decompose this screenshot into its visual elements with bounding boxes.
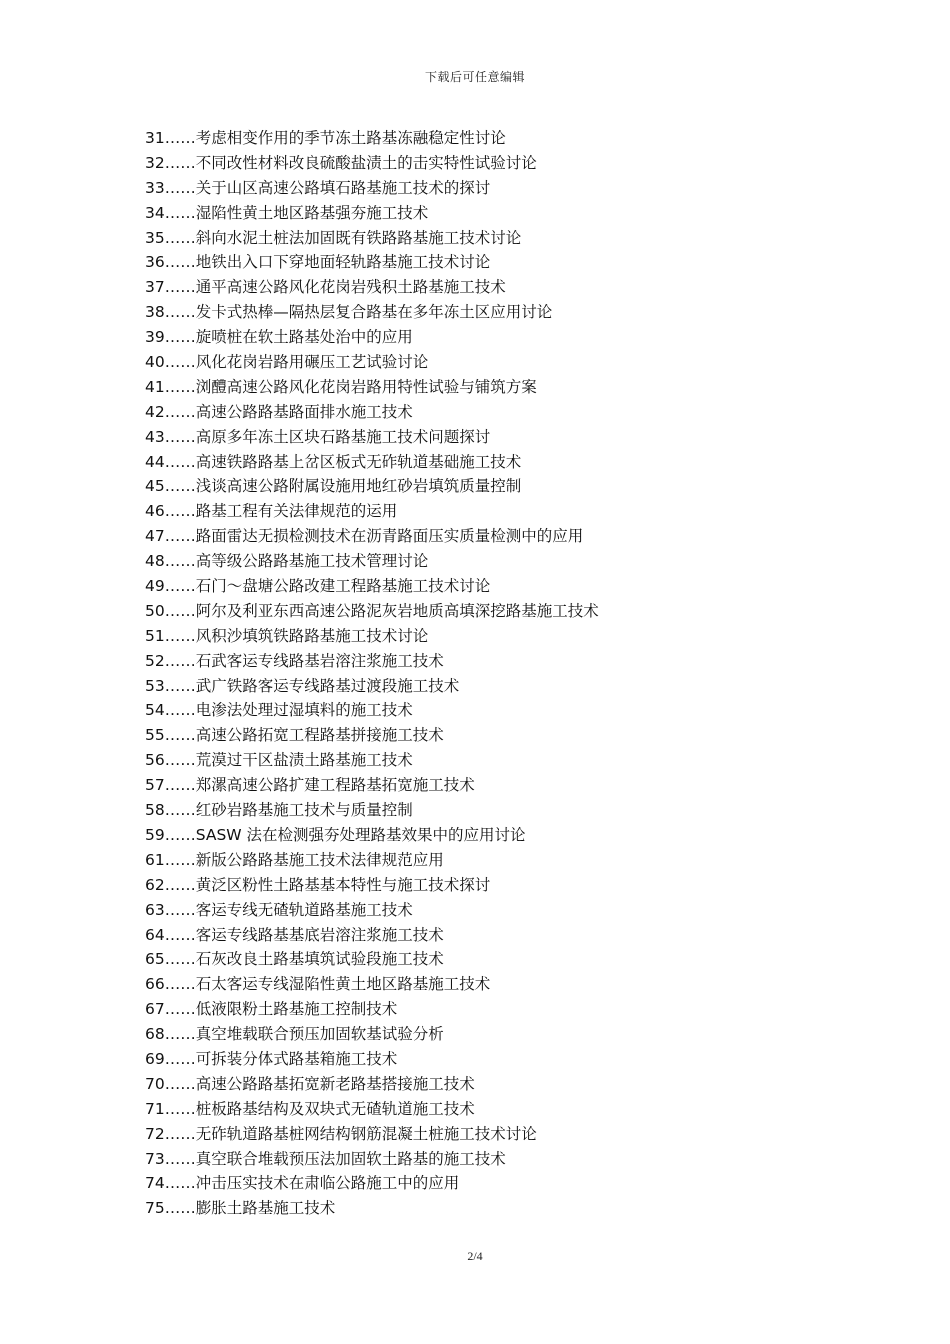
toc-entry [145, 1122, 865, 1147]
toc-entry [145, 848, 865, 873]
toc-entry-title: 风化花岗岩路用碾压工艺试验讨论 [195, 353, 429, 372]
toc-entry [145, 325, 865, 350]
toc-entry [145, 947, 865, 972]
toc-entry [145, 1072, 865, 1097]
toc-entry-title: 高速公路路基路面排水施工技术 [195, 402, 413, 421]
toc-entry-number: 68 [145, 1025, 165, 1044]
toc-entry-leader: …… [164, 900, 196, 919]
toc-entry-number: 46 [145, 502, 165, 521]
toc-entry-title: 路基工程有关法律规范的运用 [195, 502, 398, 521]
toc-entry [145, 1196, 865, 1221]
toc-entry-leader: …… [164, 452, 196, 471]
toc-entry-number: 34 [145, 203, 165, 222]
toc-entry-leader: …… [164, 1049, 196, 1068]
toc-entry-leader: …… [164, 801, 196, 820]
toc-entry-number: 47 [145, 527, 165, 546]
toc-entry [145, 1097, 865, 1122]
toc-entry-title: 高速铁路路基上岔区板式无砟轨道基础施工技术 [195, 452, 522, 471]
toc-entry-title: 石灰改良土路基填筑试验段施工技术 [195, 950, 444, 969]
toc-entry-number: 55 [145, 726, 165, 745]
toc-entry [145, 549, 865, 574]
toc-entry [145, 723, 865, 748]
toc-entry-title: 湿陷性黄土地区路基强夯施工技术 [195, 203, 429, 222]
toc-entry-leader: …… [164, 253, 196, 272]
toc-entry-leader: …… [164, 1124, 196, 1143]
toc-entry [145, 524, 865, 549]
toc-entry-number: 36 [145, 253, 165, 272]
toc-entry-leader: …… [164, 278, 196, 297]
toc-entry-leader: …… [164, 427, 196, 446]
toc-entry [145, 350, 865, 375]
toc-entry-title: 红砂岩路基施工技术与质量控制 [195, 801, 413, 820]
toc-entry-number: 54 [145, 701, 165, 720]
toc-entry-title: 斜向水泥土桩法加固既有铁路路基施工技术讨论 [195, 228, 522, 247]
toc-entry-title: 高原多年冻土区块石路基施工技术问题探讨 [195, 427, 491, 446]
toc-entry-title: 黄泛区粉性土路基基本特性与施工技术探讨 [195, 875, 491, 894]
toc-entry-number: 50 [145, 601, 165, 620]
toc-entry-title: 武广铁路客运专线路基过渡段施工技术 [195, 676, 460, 695]
toc-entry-title: 荒漠过干区盐渍土路基施工技术 [195, 751, 413, 770]
toc-entry-leader: …… [164, 751, 196, 770]
toc-entry-leader: …… [164, 527, 196, 546]
toc-entry [145, 898, 865, 923]
toc-entry [145, 275, 865, 300]
toc-entry-leader: …… [164, 1199, 196, 1218]
toc-entry-number: 58 [145, 801, 165, 820]
toc-entry-leader: …… [164, 925, 196, 944]
toc-entry-title: 浅谈高速公路附属设施用地红砂岩填筑质量控制 [195, 477, 522, 496]
toc-entry-number: 39 [145, 328, 165, 347]
toc-entry-number: 66 [145, 975, 165, 994]
toc-entry-title: 浏醴高速公路风化花岗岩路用特性试验与铺筑方案 [195, 377, 537, 396]
toc-entry-number: 64 [145, 925, 165, 944]
toc-entry-leader: …… [164, 328, 196, 347]
toc-entry-number: 37 [145, 278, 165, 297]
toc-entry-title: 可拆装分体式路基箱施工技术 [195, 1049, 398, 1068]
toc-entry-number: 56 [145, 751, 165, 770]
toc-entry-title: 石武客运专线路基岩溶注浆施工技术 [195, 651, 444, 670]
toc-entry-number: 73 [145, 1149, 165, 1168]
toc-entry-number: 57 [145, 776, 165, 795]
toc-entry-leader: …… [164, 1149, 196, 1168]
toc-entry [145, 400, 865, 425]
toc-entry-title: 阿尔及利亚东西高速公路泥灰岩地质高填深挖路基施工技术 [195, 601, 599, 620]
toc-entry [145, 972, 865, 997]
toc-entry [145, 151, 865, 176]
toc-entry-number: 62 [145, 875, 165, 894]
toc-entry-number: 67 [145, 1000, 165, 1019]
toc-entry [145, 798, 865, 823]
page-header: 下载后可任意编辑 [424, 70, 525, 84]
toc-entry-number: 48 [145, 552, 165, 571]
toc-entry [145, 1147, 865, 1172]
toc-entry-leader: …… [164, 676, 196, 695]
toc-entry [145, 425, 865, 450]
toc-entry-title: 低液限粉土路基施工控制技术 [195, 1000, 398, 1019]
toc-entry-number: 71 [145, 1099, 165, 1118]
toc-entry-leader: …… [164, 601, 196, 620]
toc-entry-title: 发卡式热棒—隔热层复合路基在多年冻土区应用讨论 [195, 303, 553, 322]
toc-entry [145, 698, 865, 723]
toc-entry [145, 1022, 865, 1047]
toc-entry-leader: …… [164, 402, 196, 421]
toc-entry-title: 关于山区高速公路填石路基施工技术的探讨 [195, 178, 491, 197]
toc-entry [145, 674, 865, 699]
toc-entry-title: 高速公路拓宽工程路基拼接施工技术 [195, 726, 444, 745]
toc-entry-title: 考虑相变作用的季节冻土路基冻融稳定性讨论 [195, 129, 506, 147]
toc-entry-number: 40 [145, 353, 165, 372]
toc-entry-number: 72 [145, 1124, 165, 1143]
toc-entry-leader: …… [164, 875, 196, 894]
toc-entry-leader: …… [164, 1174, 196, 1193]
toc-entry [145, 250, 865, 275]
toc-entry-number: 65 [145, 950, 165, 969]
toc-entry-number: 49 [145, 577, 165, 596]
toc-entry [145, 450, 865, 475]
toc-entry-title: 桩板路基结构及双块式无碴轨道施工技术 [195, 1099, 475, 1118]
toc-entry-title: 客运专线无碴轨道路基施工技术 [195, 900, 413, 919]
toc-entry-leader: …… [164, 178, 196, 197]
toc-list [145, 126, 865, 1221]
toc-entry-leader: …… [164, 577, 196, 596]
toc-entry-title: 真空堆载联合预压加固软基试验分析 [195, 1025, 444, 1044]
toc-entry-leader: …… [164, 825, 196, 844]
toc-entry [145, 624, 865, 649]
toc-entry-leader: …… [164, 626, 196, 645]
toc-entry [145, 923, 865, 948]
toc-entry [145, 997, 865, 1022]
toc-entry-leader: …… [164, 1000, 196, 1019]
toc-entry [145, 499, 865, 524]
toc-entry [145, 599, 865, 624]
toc-entry-number: 75 [145, 1199, 165, 1218]
toc-entry-leader: …… [164, 950, 196, 969]
toc-entry-number: 41 [145, 377, 165, 396]
toc-entry-number: 44 [145, 452, 165, 471]
toc-entry-title: 郑漯高速公路扩建工程路基拓宽施工技术 [195, 776, 475, 795]
toc-entry [145, 226, 865, 251]
toc-entry-title: 风积沙填筑铁路路基施工技术讨论 [195, 626, 429, 645]
toc-entry-title: SASW 法在检测强夯处理路基效果中的应用讨论 [195, 825, 526, 844]
toc-entry [145, 823, 865, 848]
toc-entry-leader: …… [164, 129, 196, 147]
toc-entry-leader: …… [164, 228, 196, 247]
toc-entry-title: 高等级公路路基施工技术管理讨论 [195, 552, 429, 571]
toc-entry-title: 膨胀土路基施工技术 [195, 1199, 336, 1218]
toc-entry-number: 51 [145, 626, 165, 645]
page-number: 2/4 [467, 1249, 483, 1263]
toc-entry-title: 通平高速公路风化花岗岩残积土路基施工技术 [195, 278, 506, 297]
toc-entry-leader: …… [164, 303, 196, 322]
toc-entry-title: 旋喷桩在软土路基处治中的应用 [195, 328, 413, 347]
toc-entry [145, 176, 865, 201]
toc-entry-number: 31 [145, 129, 165, 147]
toc-entry-leader: …… [164, 203, 196, 222]
toc-entry-number: 45 [145, 477, 165, 496]
toc-entry [145, 1047, 865, 1072]
toc-entry-number: 61 [145, 850, 165, 869]
toc-entry-number: 43 [145, 427, 165, 446]
toc-entry [145, 375, 865, 400]
toc-entry-number: 53 [145, 676, 165, 695]
toc-entry-leader: …… [164, 975, 196, 994]
toc-entry [145, 773, 865, 798]
toc-entry [145, 873, 865, 898]
toc-entry-number: 33 [145, 178, 165, 197]
toc-entry-leader: …… [164, 1025, 196, 1044]
toc-entry-number: 74 [145, 1174, 165, 1193]
toc-entry-leader: …… [164, 1099, 196, 1118]
toc-entry [145, 474, 865, 499]
toc-entry-title: 不同改性材料改良硫酸盐渍土的击实特性试验讨论 [195, 153, 537, 172]
toc-entry-title: 新版公路路基施工技术法律规范应用 [195, 850, 444, 869]
toc-entry-number: 70 [145, 1074, 165, 1093]
toc-entry-title: 高速公路路基拓宽新老路基搭接施工技术 [195, 1074, 475, 1093]
toc-entry [145, 649, 865, 674]
toc-entry-leader: …… [164, 1074, 196, 1093]
toc-entry [145, 300, 865, 325]
toc-entry-title: 电渗法处理过湿填料的施工技术 [195, 701, 413, 720]
toc-entry-leader: …… [164, 353, 196, 372]
toc-entry-leader: …… [164, 726, 196, 745]
toc-entry-title: 无砟轨道路基桩网结构钢筋混凝土桩施工技术讨论 [195, 1124, 537, 1143]
toc-entry-number: 69 [145, 1049, 165, 1068]
toc-entry [145, 574, 865, 599]
toc-entry-title: 石太客运专线湿陷性黄土地区路基施工技术 [195, 975, 491, 994]
toc-entry-leader: …… [164, 651, 196, 670]
toc-entry [145, 201, 865, 226]
toc-entry-number: 42 [145, 402, 165, 421]
toc-entry-title: 冲击压实技术在肃临公路施工中的应用 [195, 1174, 460, 1193]
toc-entry-leader: …… [164, 850, 196, 869]
toc-entry-leader: …… [164, 776, 196, 795]
toc-entry-leader: …… [164, 377, 196, 396]
toc-entry-leader: …… [164, 477, 196, 496]
toc-entry-title: 客运专线路基基底岩溶注浆施工技术 [195, 925, 444, 944]
toc-entry-title: 真空联合堆载预压法加固软土路基的施工技术 [195, 1149, 506, 1168]
toc-entry [145, 126, 865, 151]
toc-entry [145, 748, 865, 773]
toc-entry-title: 地铁出入口下穿地面轻轨路基施工技术讨论 [195, 253, 491, 272]
toc-entry-leader: …… [164, 552, 196, 571]
toc-entry-number: 52 [145, 651, 165, 670]
toc-entry [145, 1171, 865, 1196]
toc-entry-title: 路面雷达无损检测技术在沥青路面压实质量检测中的应用 [195, 527, 584, 546]
toc-entry-leader: …… [164, 502, 196, 521]
toc-entry-title: 石门～盘塘公路改建工程路基施工技术讨论 [195, 577, 491, 596]
toc-entry-leader: …… [164, 701, 196, 720]
toc-entry-number: 63 [145, 900, 165, 919]
toc-entry-number: 59 [145, 825, 165, 844]
toc-entry-number: 32 [145, 153, 165, 172]
toc-entry-number: 38 [145, 303, 165, 322]
toc-entry-number: 35 [145, 228, 165, 247]
toc-entry-leader: …… [164, 153, 196, 172]
